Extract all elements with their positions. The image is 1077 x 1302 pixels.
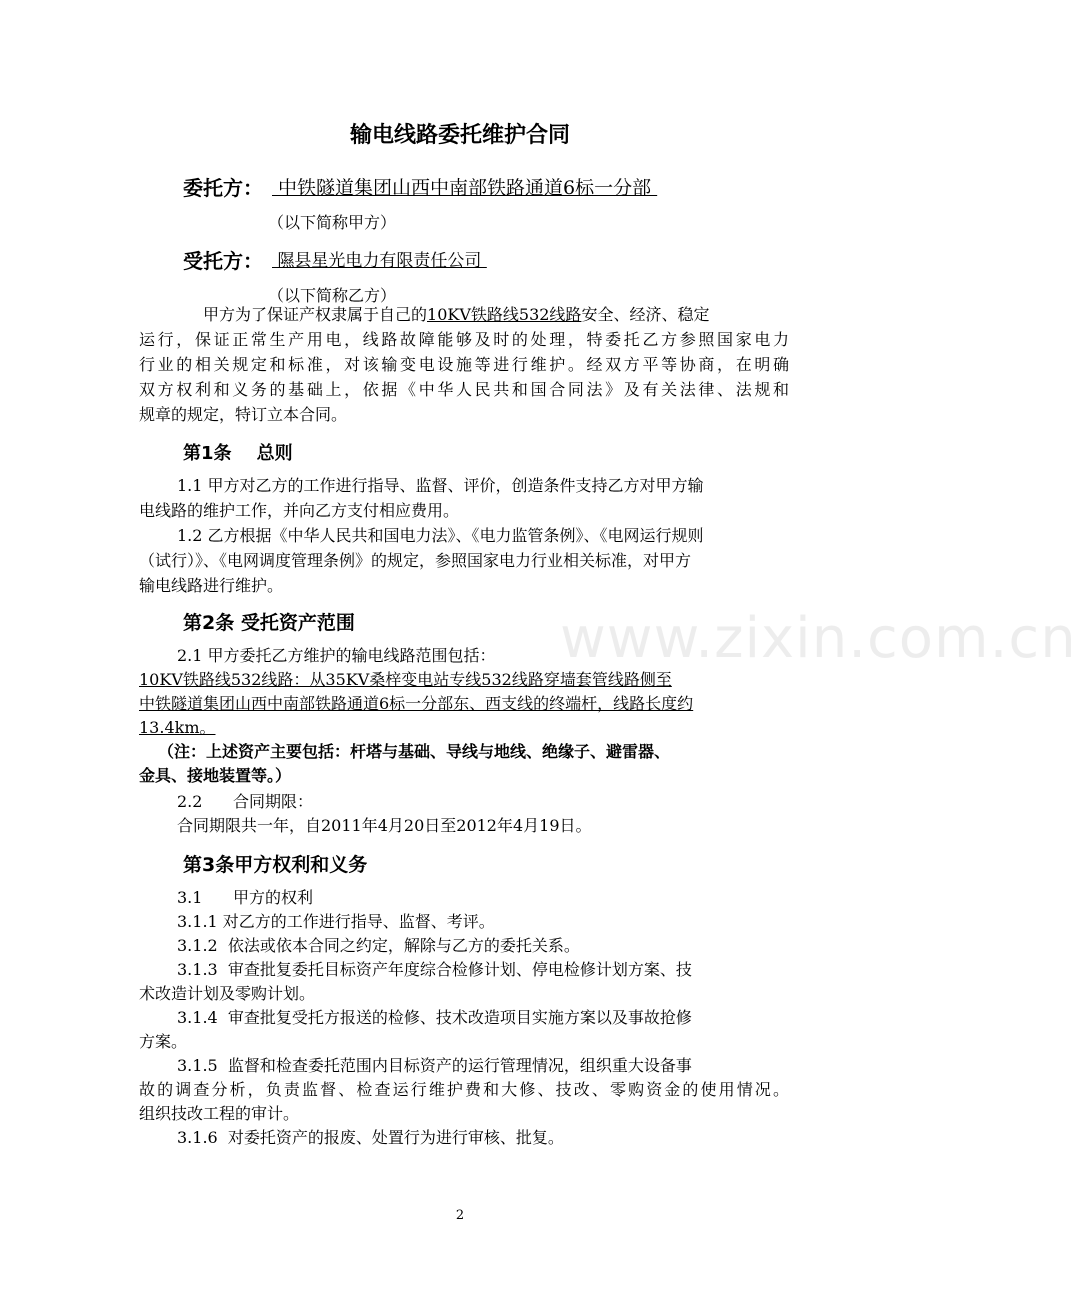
preamble-line-5: 规章的规定，特订立本合同。	[139, 405, 348, 424]
preamble-line-ref: 10KV铁路线532线路	[427, 305, 582, 324]
preamble-line-4: 双方权利和义务的基础上，依据《中华人民共和国合同法》及有关法律、法规和	[139, 380, 789, 399]
article-1-2-line-2: （试行）》、《电网调度管理条例》的规定，参照国家电力行业相关标准，对甲方	[139, 551, 692, 570]
client-label: 委托方：	[183, 176, 263, 200]
scope-line-2: 中铁隧道集团山西中南部铁路通道6标一分部东、西支线的终端杆，线路长度约	[139, 694, 694, 713]
section-3-1-1: 3.1.1 对乙方的工作进行指导、监督、考评。	[177, 912, 495, 931]
section-3-1-5-line-3: 组织技改工程的审计。	[139, 1104, 300, 1123]
section-3-1-3-line-1: 3.1.3 审查批复委托目标资产年度综合检修计划、停电检修计划方案、技	[177, 960, 692, 979]
client-aka: （以下简称甲方）	[268, 213, 397, 232]
scope-line-1: 10KV铁路线532线路：从35KV桑梓变电站专线532线路穿墙套管线路侧至	[139, 670, 672, 689]
preamble-text: 甲方为了保证产权隶属于自己的	[203, 305, 428, 324]
section-3-1: 3.1 甲方的权利	[177, 888, 313, 907]
contract-term-text: 合同期限共一年，自2011年4月20日至2012年4月19日。	[177, 816, 592, 835]
watermark: www.zixin.com.cn	[560, 606, 1077, 671]
section-3-1-5-line-2: 故的调查分析，负责监督、检查运行维护费和大修、技改、零购资金的使用情况。	[139, 1080, 789, 1099]
assets-note-line-2: 金具、接地装置等。）	[139, 766, 292, 785]
assets-note-line-1: （注：上述资产主要包括：杆塔与基础、导线与地线、绝缘子、避雷器、	[158, 742, 671, 761]
article-1-2-line-3: 输电线路进行维护。	[139, 576, 284, 595]
section-3-1-2: 3.1.2 依法或依本合同之约定，解除与乙方的委托关系。	[177, 936, 580, 955]
page-number: 2	[455, 1208, 465, 1223]
preamble-line-3: 行业的相关规定和标准，对该输变电设施等进行维护。经双方平等协商，在明确	[139, 355, 789, 374]
article-1-1-line-2: 电线路的维护工作，并向乙方支付相应费用。	[139, 501, 460, 520]
section-3-1-3-line-2: 术改造计划及零购计划。	[139, 984, 316, 1003]
section-3-1-5-line-1: 3.1.5 监督和检查委托范围内目标资产的运行管理情况，组织重大设备事	[177, 1056, 692, 1075]
article-2-heading: 第2条 受托资产范围	[183, 612, 355, 634]
scope-line-3: 13.4km。	[139, 718, 216, 737]
document-title: 输电线路委托维护合同	[349, 123, 570, 148]
article-2-2-heading: 2.2 合同期限：	[177, 792, 313, 811]
client-name: 中铁隧道集团山西中南部铁路通道6标一分部	[272, 177, 658, 199]
preamble-line-1	[203, 304, 789, 326]
section-3-1-4-line-2: 方案。	[139, 1032, 188, 1051]
section-3-1-4-line-1: 3.1.4 审查批复受托方报送的检修、技术改造项目实施方案以及事故抢修	[177, 1008, 692, 1027]
preamble-text: 安全、经济、稳定	[581, 305, 710, 324]
article-1-2-line-1: 1.2 乙方根据《中华人民共和国电力法》、《电力监管条例》、《电网运行规则	[177, 526, 704, 545]
contractor-name: 隰县星光电力有限责任公司	[272, 251, 487, 271]
article-1-1-line-1: 1.1 甲方对乙方的工作进行指导、监督、评价，创造条件支持乙方对甲方输	[177, 476, 704, 495]
article-2-1-text: 2.1 甲方委托乙方维护的输电线路范围包括：	[177, 646, 496, 665]
preamble-line-2: 运行，保证正常生产用电，线路故障能够及时的处理，特委托乙方参照国家电力	[139, 330, 789, 349]
article-1-heading: 第1条 总则	[183, 443, 293, 464]
section-3-1-6: 3.1.6 对委托资产的报废、处置行为进行审核、批复。	[177, 1128, 564, 1147]
contractor-aka: （以下简称乙方）	[268, 286, 397, 305]
article-3-heading: 第3条甲方权利和义务	[183, 854, 368, 876]
contractor-label: 受托方：	[183, 249, 263, 273]
